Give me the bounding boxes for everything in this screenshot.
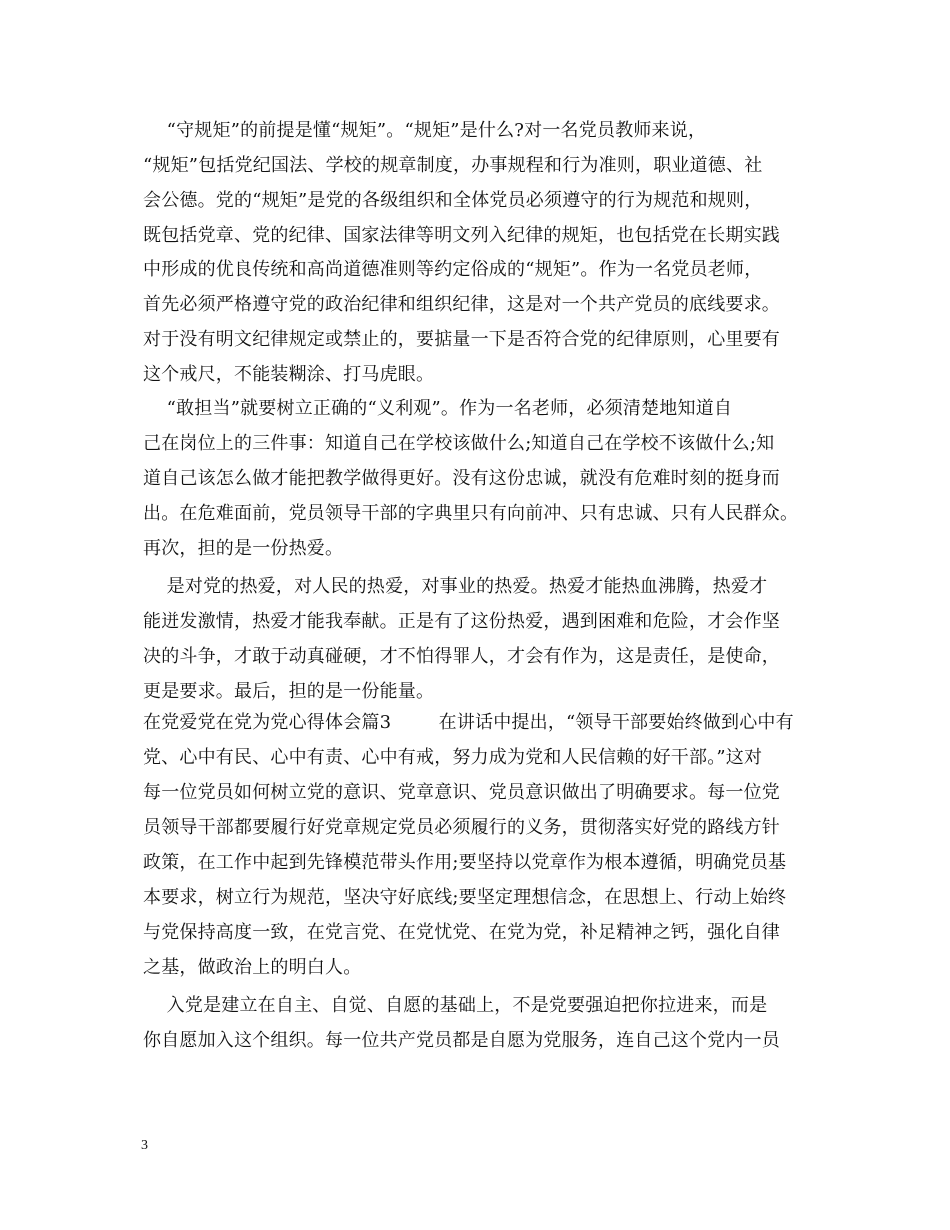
text-line: “守规矩”的前提是懂“规矩”。“规矩”是什么?对一名党员教师来说，: [143, 120, 707, 141]
text-line: 是对党的热爱，对人民的热爱，对事业的热爱。热爱才能热血沸腾，热爱才: [143, 576, 768, 597]
text-line: 己在岗位上的三件事：知道自己在学校该做什么;知道自己在学校不该做什么;知: [143, 433, 775, 454]
text-line: 再次，担的是一份热爱。: [143, 538, 344, 559]
text-line: 决的斗争，才敢于动真碰硬，才不怕得罪人，才会有作为，这是责任，是使命，: [143, 646, 780, 667]
text-line: “规矩”包括党纪国法、学校的规章制度，办事规程和行为准则，职业道德、社: [143, 155, 763, 176]
text-line: 本要求，树立行为规范，坚决守好底线;要坚定理想信念，在思想上、行动上始终: [143, 887, 787, 908]
text-line: 政策，在工作中起到先锋模范带头作用;要坚持以党章作为根本遵循，明确党员基: [143, 852, 787, 873]
text-line: 入党是建立在自主、自觉、自愿的基础上，不是党要强迫把你拉进来，而是: [143, 995, 768, 1016]
text-line: 党、心中有民、心中有责、心中有戒，努力成为党和人民信赖的好干部。”这对: [143, 747, 763, 768]
text-line: 这个戒尺，不能装糊涂、打马虎眼。: [143, 364, 435, 385]
text-line: 对于没有明文纪律规定或禁止的，要掂量一下是否符合党的纪律原则，心里要有: [143, 329, 780, 350]
text-line: 会公德。党的“规矩”是党的各级组织和全体党员必须遵守的行为规范和规则，: [143, 190, 763, 211]
text-line: 你自愿加入这个组织。每一位共产党员都是自愿为党服务，连自己这个党内一员: [143, 1030, 780, 1051]
text-line: 首先必须严格遵守党的政治纪律和组织纪律，这是对一个共产党员的底线要求。: [143, 294, 780, 315]
text-line: 与党保持高度一致，在党言党、在党忧党、在党为党，补足精神之钙，强化自律: [143, 922, 780, 943]
text-line: 之基，做政治上的明白人。: [143, 957, 362, 978]
text-line: 道自己该怎么做才能把教学做得更好。没有这份忠诚，就没有危难时刻的挺身而: [143, 468, 780, 489]
text-line: 既包括党章、党的纪律、国家法律等明文列入纪律的规矩，也包括党在长期实践: [143, 225, 780, 246]
text-line: 员领导干部都要履行好党章规定党员必须履行的义务，贯彻落实好党的路线方针: [143, 817, 780, 838]
text-line: 每一位党员如何树立党的意识、党章意识、党员意识做出了明确要求。每一位党: [143, 782, 780, 803]
text-line: 出。在危难面前，党员领导干部的字典里只有向前冲、只有忠诚、只有人民群众。: [143, 503, 799, 524]
text-line: “敢担当”就要树立正确的“义利观”。作为一名老师，必须清楚地知道自: [143, 398, 733, 419]
text-line: 中形成的优良传统和高尚道德准则等约定俗成的“规矩”。作为一名党员老师，: [143, 259, 763, 280]
text-line: 更是要求。最后，担的是一份能量。: [143, 681, 435, 702]
page-number: 3: [141, 1138, 148, 1153]
text-line: 能迸发激情，热爱才能我奉献。正是有了这份热爱，遇到困难和危险，才会作坚: [143, 611, 780, 632]
text-line: 在党爱党在党为党心得体会篇3 在讲话中提出，“领导干部要始终做到心中有: [143, 712, 794, 733]
